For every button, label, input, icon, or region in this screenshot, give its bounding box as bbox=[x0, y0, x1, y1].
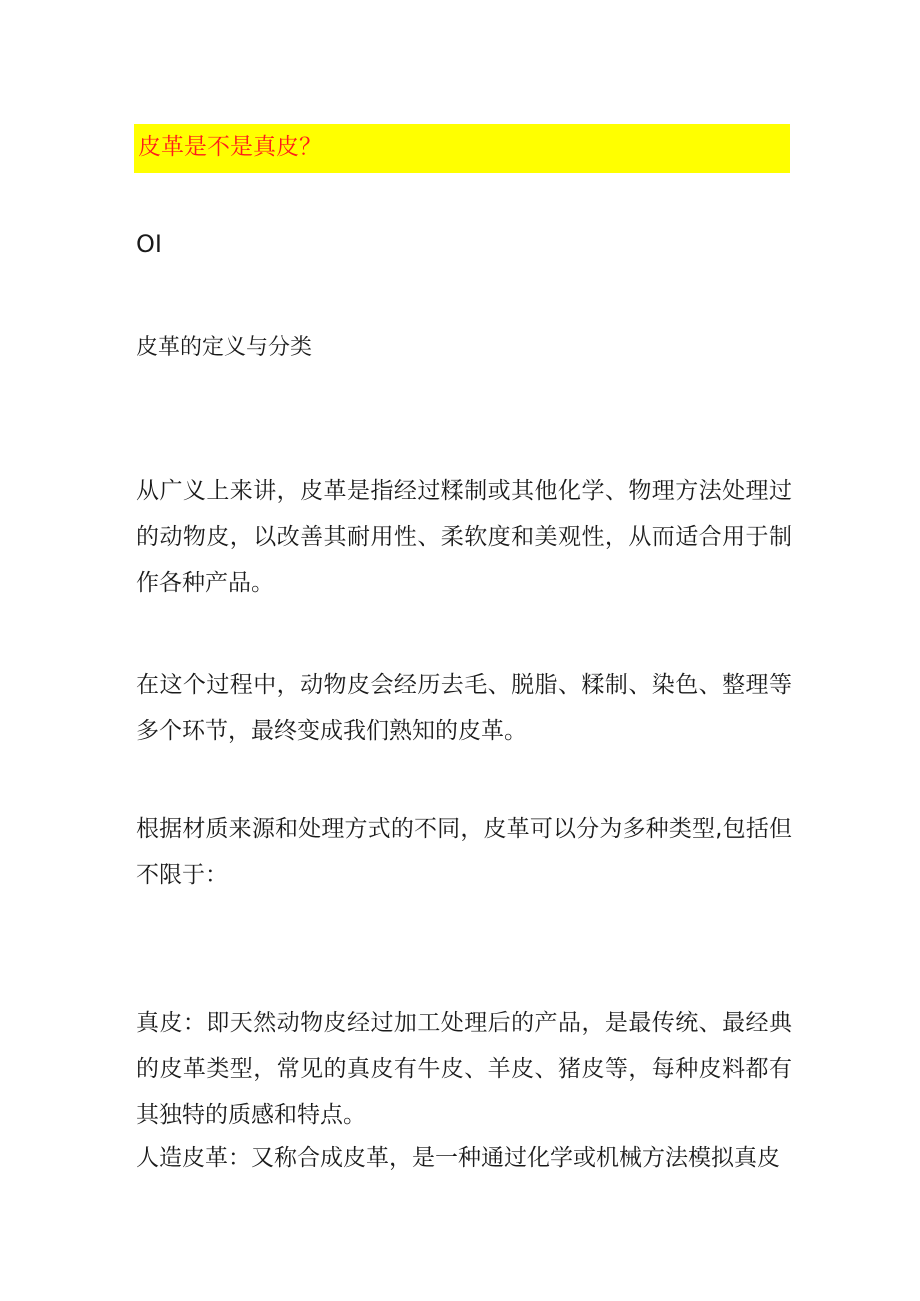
paragraph: 真皮：即天然动物皮经过加工处理后的产品，是最传统、最经典的皮革类型，常见的真皮有牛皮、羊皮、猪皮等，每种皮料都有其独特的质感和特点。 bbox=[136, 1010, 792, 1128]
document-title: 皮革是不是真皮？ bbox=[138, 134, 322, 160]
paragraph: 根据材质来源和处理方式的不同，皮革可以分为多种类型,包括但不限于： bbox=[136, 816, 792, 888]
section-number: OI bbox=[136, 230, 162, 258]
paragraph: 从广义上来讲，皮革是指经过糅制或其他化学、物理方法处理过的动物皮，以改善其耐用性、柔软度和美观性，从而适合用于制作各种产品。 bbox=[136, 478, 792, 596]
paragraph: 在这个过程中，动物皮会经历去毛、脱脂、糅制、染色、整理等多个环节，最终变成我们熟知的皮革。 bbox=[136, 672, 792, 744]
title-highlight bbox=[134, 124, 790, 173]
section-title: 皮革的定义与分类 bbox=[136, 335, 313, 360]
paragraph: 人造皮革：又称合成皮革，是一种通过化学或机械方法模拟真皮 bbox=[136, 1145, 780, 1171]
